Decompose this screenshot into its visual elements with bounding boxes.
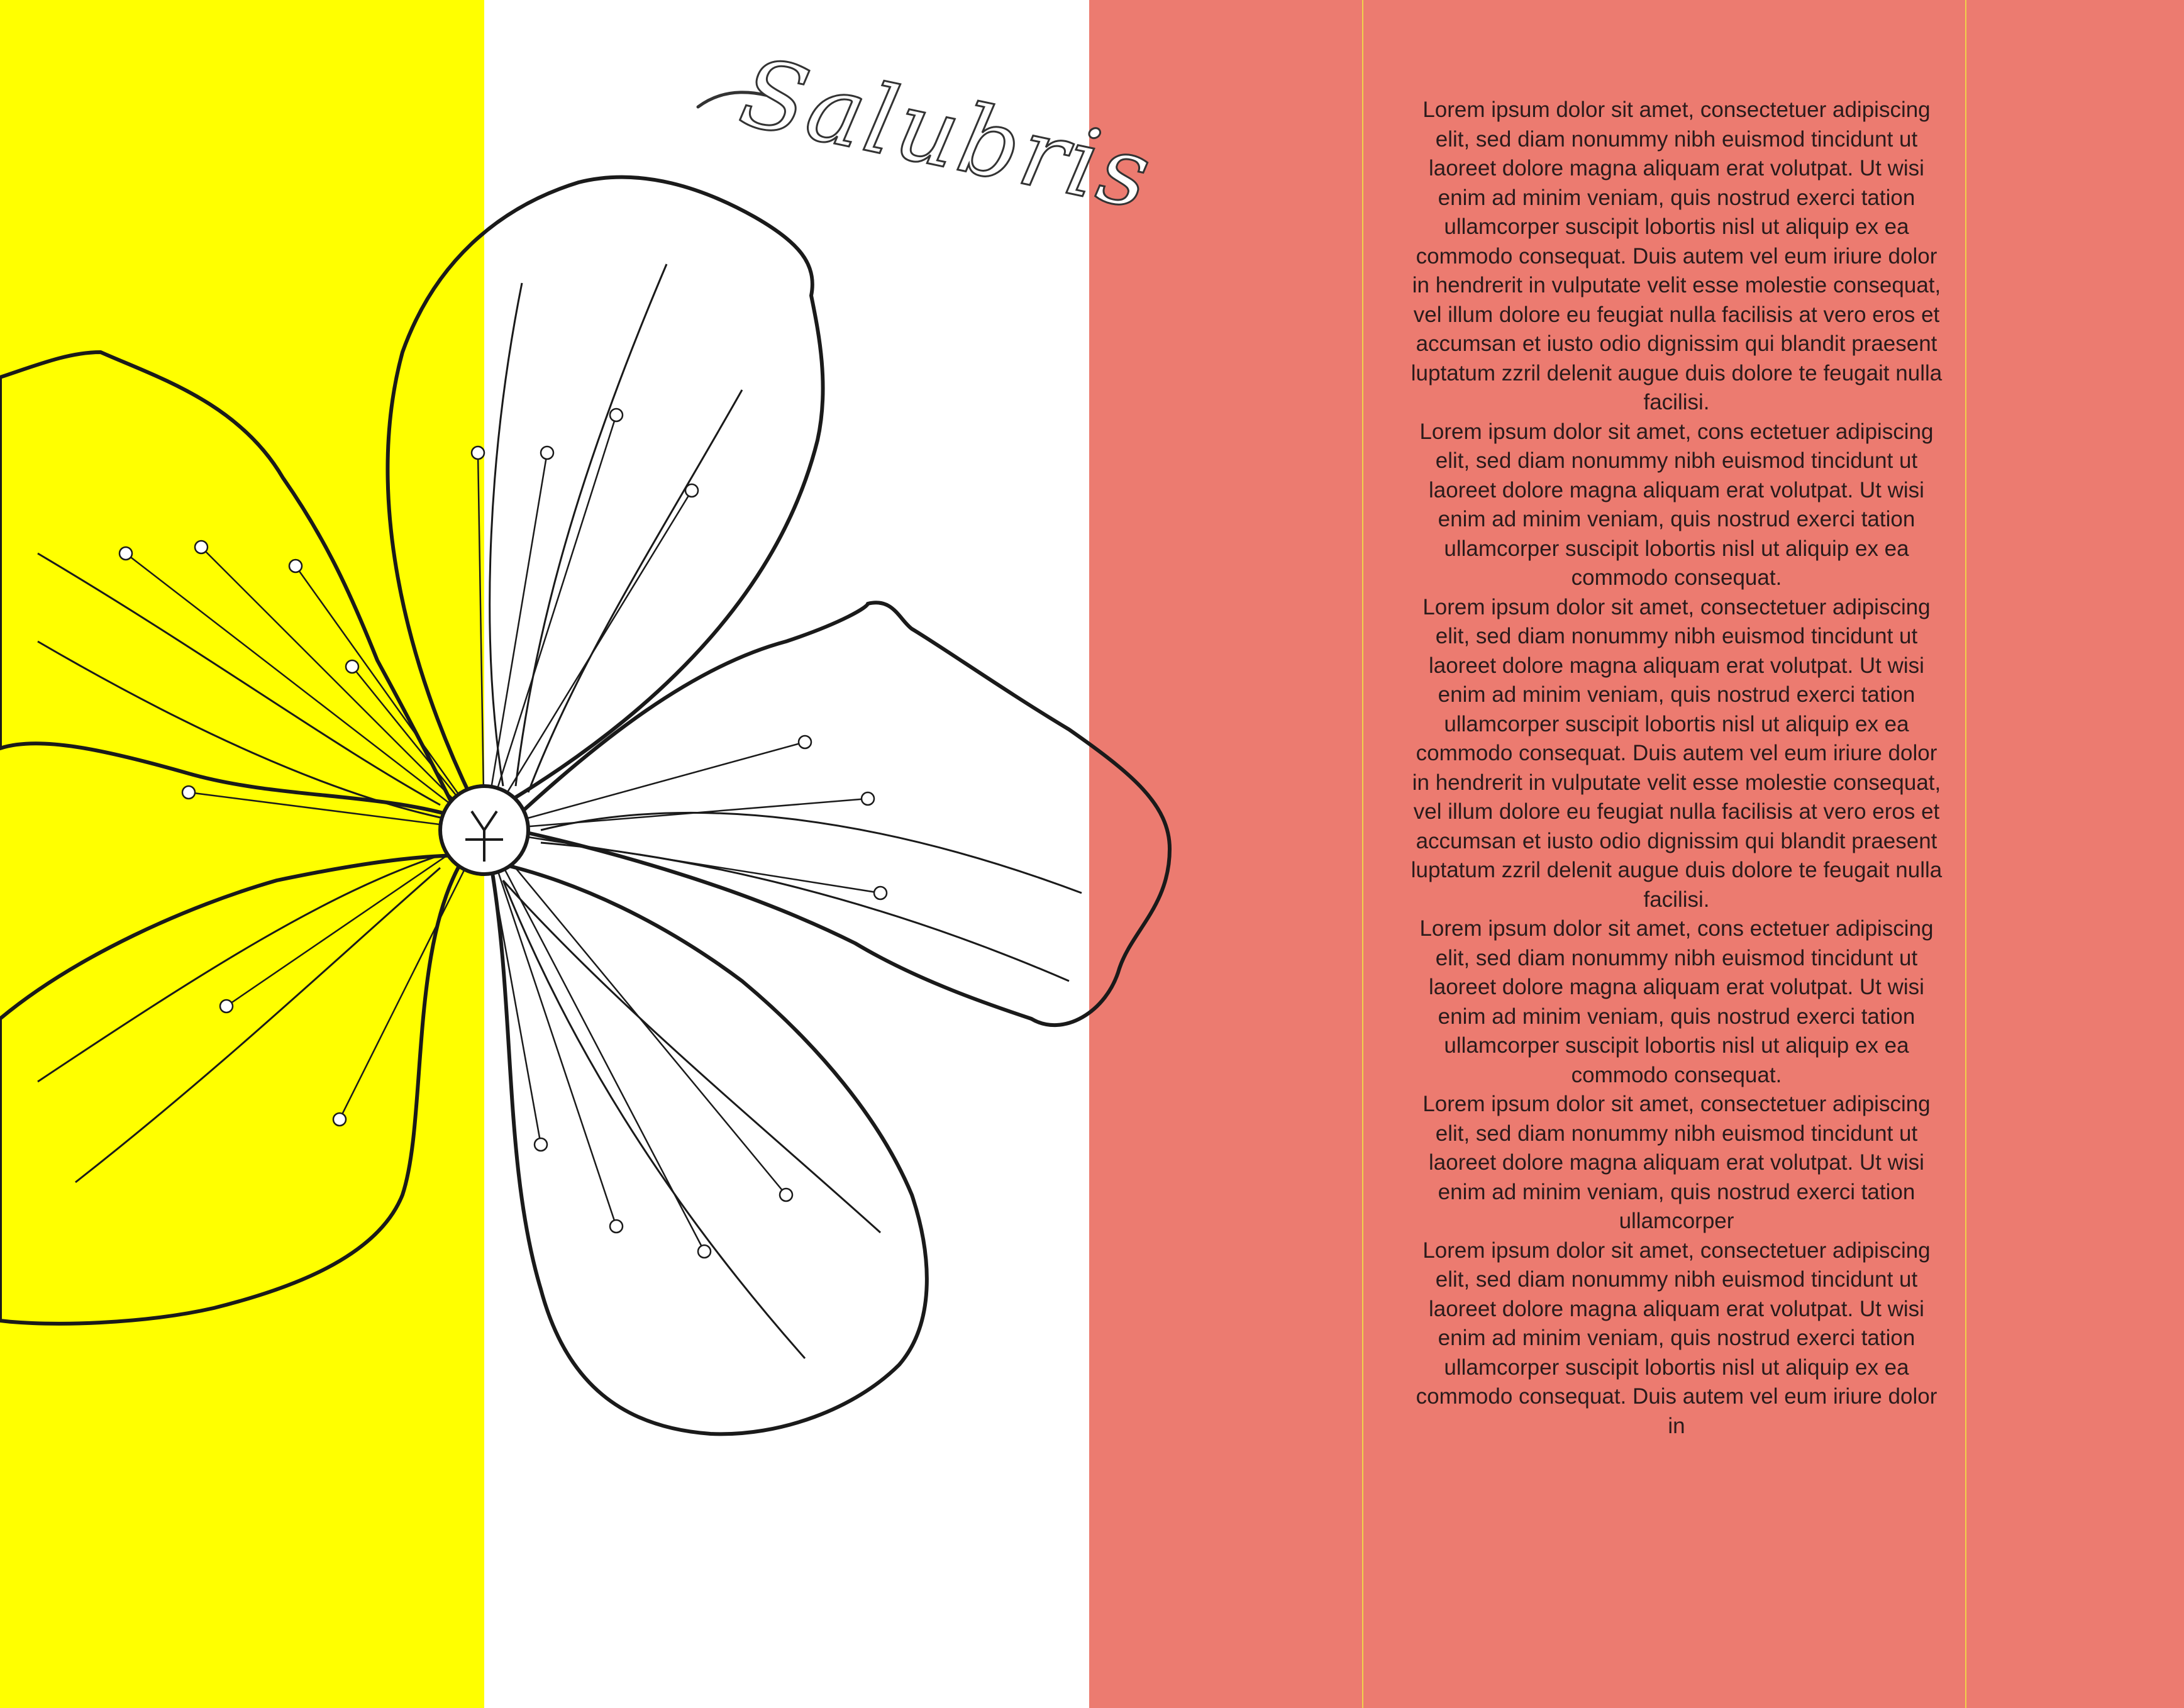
paragraph: Lorem ipsum dolor sit amet, consectetuer adipiscing elit, sed diam nonummy nibh euismod tincidunt ut laoreet dolore magna aliquam erat volutpat. Ut wisi enim ad minim veniam, quis nostrud exerci tation ullamcorper [1422,1092,1931,1233]
paragraph: Lorem ipsum dolor sit amet, consectetuer adipiscing elit, sed diam nonummy nibh euismod tincidunt ut laoreet dolore magna aliquam erat volutpat. Ut wisi enim ad minim veniam, quis nostrud exerci tation ullamcorper suscipit lobortis nisl ut aliquip ex ea commodo consequat. Duis autem vel eum iriure dolor in hendrerit in vulputate velit esse molestie consequat, vel illum dolore eu feugiat nulla facilisis at vero eros et accumsan et iusto odio dignissim qui blandit praesent luptatum zzril delenit augue duis dolore te feugait nulla facilisi. [1411,97,1943,414]
paragraph: Lorem ipsum dolor sit amet, cons ectetuer adipiscing elit, sed diam nonummy nibh euismod tincidunt ut laoreet dolore magna aliquam erat volutpat. Ut wisi enim ad minim veniam, quis nostrud exerci tation ullamcorper suscipit lobortis nisl ut aliquip ex ea commodo consequat. [1419,916,1934,1087]
paragraph: Lorem ipsum dolor sit amet, consectetuer adipiscing elit, sed diam nonummy nibh euismod tincidunt ut laoreet dolore magna aliquam erat volutpat. Ut wisi enim ad minim veniam, quis nostrud exerci tation ullamcorper suscipit lobortis nisl ut aliquip ex ea commodo consequat. Duis autem vel eum iriure dolor in hendrerit in vulputate velit esse molestie consequat, vel illum dolore eu feugiat nulla facilisis at vero eros et accumsan et iusto odio dignissim qui blandit praesent luptatum zzril delenit augue duis dolore te feugait nulla facilisi. [1411,594,1943,912]
title-script-text: Salubris [731,38,1161,231]
body-text-column [1406,96,1947,1441]
paragraph: Lorem ipsum dolor sit amet, consectetuer adipiscing elit, sed diam nonummy nibh euismod tincidunt ut laoreet dolore magna aliquam erat volutpat. Ut wisi enim ad minim veniam, quis nostrud exerci tation ullamcorper suscipit lobortis nisl ut aliquip ex ea commodo consequat. Duis autem vel eum iriure dolor in [1416,1238,1937,1438]
petal-top [387,177,823,811]
paragraph: Lorem ipsum dolor sit amet, cons ectetuer adipiscing elit, sed diam nonummy nibh euismod tincidunt ut laoreet dolore magna aliquam erat volutpat. Ut wisi enim ad minim veniam, quis nostrud exerci tation ullamcorper suscipit lobortis nisl ut aliquip ex ea commodo consequat. [1419,419,1934,590]
petal-left-lower [0,855,465,1324]
petal-right-upper [516,602,1170,1025]
